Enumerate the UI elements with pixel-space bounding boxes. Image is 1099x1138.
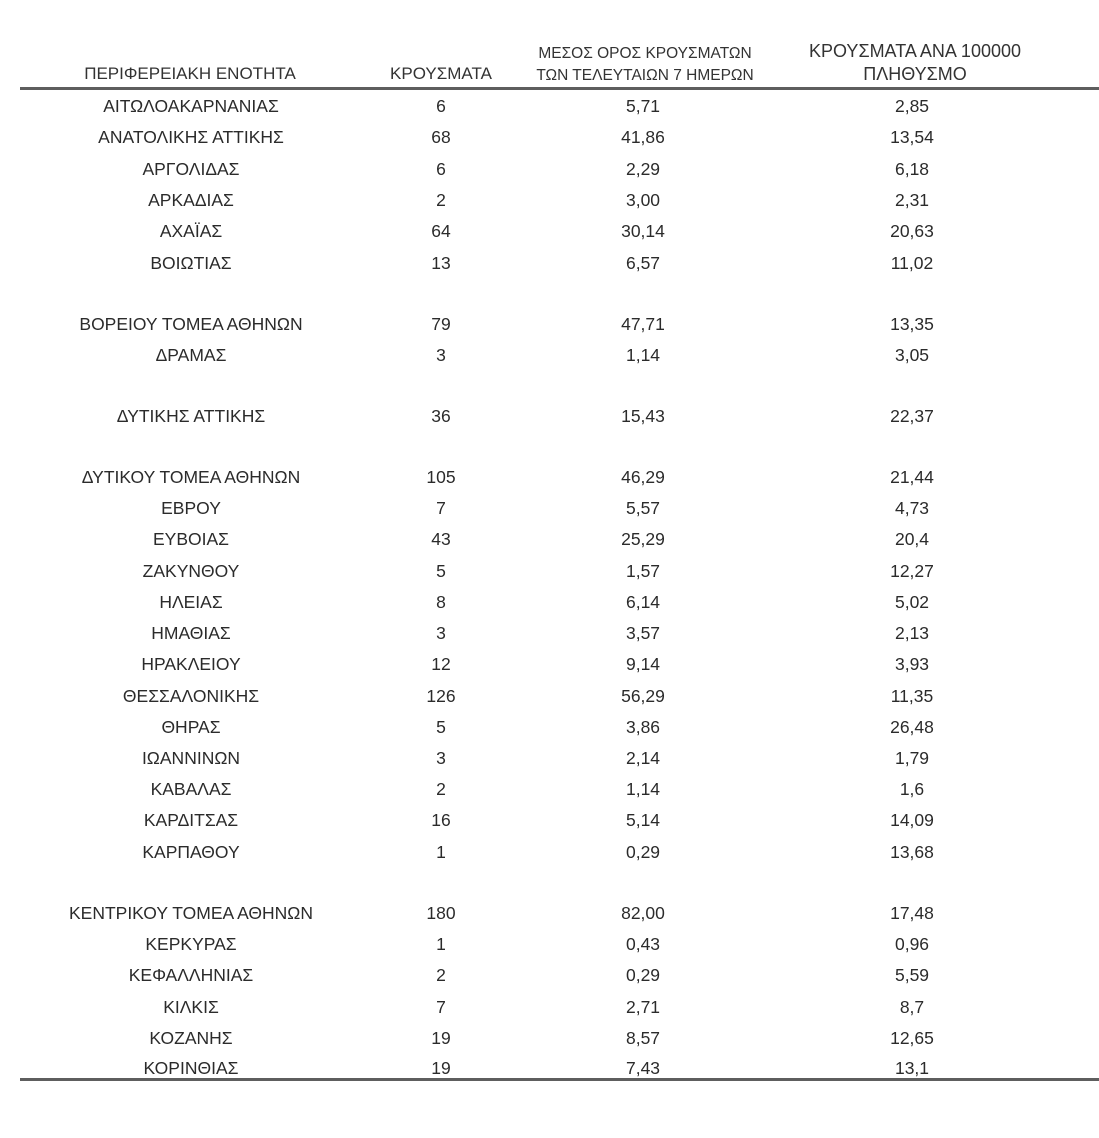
- cell-cases: 3: [436, 345, 446, 365]
- column-header-per100k-line2: ΠΛΗΘΥΣΜΟ: [863, 64, 967, 84]
- cell-cases: 180: [426, 903, 456, 923]
- cell-avg7: 41,86: [621, 127, 665, 147]
- table-row: [0, 963, 1099, 987]
- table-row: [0, 559, 1099, 583]
- cell-region: ΗΡΑΚΛΕΙΟΥ: [141, 654, 241, 674]
- cell-region: ΕΒΡΟΥ: [161, 498, 221, 518]
- cell-region: ΔΡΑΜΑΣ: [155, 345, 227, 365]
- cell-avg7: 1,14: [625, 779, 661, 799]
- table-row: [0, 590, 1099, 614]
- cell-region: ΚΟΡΙΝΘΙΑΣ: [143, 1058, 239, 1078]
- cell-cases: 79: [431, 314, 451, 334]
- cell-cases: 6: [436, 159, 446, 179]
- cell-cases: 6: [436, 96, 446, 116]
- cell-cases: 126: [426, 686, 456, 706]
- table-row: [0, 715, 1099, 739]
- column-header-region: ΠΕΡΙΦΕΡΕΙΑΚΗ ΕΝΟΤΗΤΑ: [84, 64, 296, 83]
- table-row: [0, 1056, 1099, 1080]
- cell-per100k: 4,73: [894, 498, 930, 518]
- cell-avg7: 2,29: [625, 159, 661, 179]
- table-row: [0, 684, 1099, 708]
- cell-per100k: 13,1: [894, 1058, 930, 1078]
- cell-per100k: 1,6: [899, 779, 925, 799]
- cell-avg7: 6,14: [625, 592, 661, 612]
- cell-per100k: 2,31: [894, 190, 930, 210]
- cell-cases: 8: [436, 592, 446, 612]
- cell-region: ΕΥΒΟΙΑΣ: [153, 529, 229, 549]
- cell-cases: 7: [436, 498, 446, 518]
- cell-avg7: 3,57: [625, 623, 661, 643]
- cell-avg7: 5,71: [625, 96, 661, 116]
- cell-region: ΑΙΤΩΛΟΑΚΑΡΝΑΝΙΑΣ: [103, 96, 279, 116]
- cell-cases: 3: [436, 748, 446, 768]
- cell-cases: 43: [431, 529, 451, 549]
- table-row: [0, 1026, 1099, 1050]
- cell-region: ΑΡΓΟΛΙΔΑΣ: [142, 159, 240, 179]
- cell-cases: 16: [431, 810, 451, 830]
- cell-avg7: 46,29: [621, 467, 665, 487]
- cell-avg7: 0,43: [625, 934, 661, 954]
- cell-region: ΑΧΑΪΑΣ: [159, 221, 223, 241]
- cell-per100k: 12,65: [890, 1028, 934, 1048]
- cell-per100k: 22,37: [890, 406, 934, 426]
- cell-avg7: 25,29: [621, 529, 665, 549]
- cell-region: ΑΡΚΑΔΙΑΣ: [148, 190, 234, 210]
- cell-per100k: 12,27: [890, 561, 934, 581]
- cell-region: ΚΑΡΠΑΘΟΥ: [142, 842, 240, 862]
- table-row: [0, 465, 1099, 489]
- table-row: [0, 746, 1099, 770]
- cell-cases: 13: [431, 253, 451, 273]
- cell-per100k: 21,44: [890, 467, 934, 487]
- table-bottom-divider: [20, 1078, 1099, 1081]
- cell-avg7: 5,57: [625, 498, 661, 518]
- cell-per100k: 20,63: [890, 221, 934, 241]
- cell-per100k: 17,48: [890, 903, 934, 923]
- cell-region: ΗΜΑΘΙΑΣ: [151, 623, 231, 643]
- cell-region: ΚΕΦΑΛΛΗΝΙΑΣ: [128, 965, 254, 985]
- table-row: [0, 219, 1099, 243]
- cell-avg7: 47,71: [621, 314, 665, 334]
- cell-per100k: 14,09: [890, 810, 934, 830]
- table-row: [0, 404, 1099, 428]
- cell-avg7: 3,86: [625, 717, 661, 737]
- cell-avg7: 1,14: [625, 345, 661, 365]
- cell-cases: 2: [436, 190, 446, 210]
- cell-region: ΑΝΑΤΟΛΙΚΗΣ ΑΤΤΙΚΗΣ: [98, 127, 284, 147]
- cell-cases: 68: [431, 127, 451, 147]
- cell-per100k: 13,54: [890, 127, 934, 147]
- cell-cases: 5: [436, 561, 446, 581]
- cell-avg7: 6,57: [625, 253, 661, 273]
- header-divider: [20, 87, 1099, 90]
- cell-region: ΚΑΒΑΛΑΣ: [150, 779, 232, 799]
- cell-per100k: 3,05: [894, 345, 930, 365]
- cell-region: ΗΛΕΙΑΣ: [159, 592, 223, 612]
- cell-avg7: 2,14: [625, 748, 661, 768]
- cell-avg7: 82,00: [621, 903, 665, 923]
- cell-per100k: 5,02: [894, 592, 930, 612]
- cell-avg7: 5,14: [625, 810, 661, 830]
- column-header-avg7-line2: ΤΩΝ ΤΕΛΕΥΤΑΙΩΝ 7 ΗΜΕΡΩΝ: [536, 67, 754, 84]
- cell-per100k: 11,02: [890, 253, 934, 273]
- cell-avg7: 2,71: [625, 997, 661, 1017]
- cell-avg7: 0,29: [625, 842, 661, 862]
- cell-cases: 3: [436, 623, 446, 643]
- table-row: [0, 777, 1099, 801]
- cell-avg7: 3,00: [625, 190, 661, 210]
- cell-per100k: 3,93: [894, 654, 930, 674]
- cell-avg7: 30,14: [621, 221, 665, 241]
- cell-region: ΖΑΚΥΝΘΟΥ: [142, 561, 240, 581]
- cell-per100k: 26,48: [890, 717, 934, 737]
- table-row: [0, 808, 1099, 832]
- table-row: [0, 125, 1099, 149]
- cell-avg7: 15,43: [621, 406, 665, 426]
- table-row: [0, 251, 1099, 275]
- cell-region: ΔΥΤΙΚΗΣ ΑΤΤΙΚΗΣ: [116, 406, 266, 426]
- table-row: [0, 188, 1099, 212]
- cell-per100k: 2,13: [894, 623, 930, 643]
- cell-region: ΚΟΖΑΝΗΣ: [149, 1028, 233, 1048]
- cell-region: ΚΕΝΤΡΙΚΟΥ ΤΟΜΕΑ ΑΘΗΝΩΝ: [68, 903, 314, 923]
- table-row: [0, 312, 1099, 336]
- table-row: [0, 527, 1099, 551]
- cell-cases: 36: [431, 406, 451, 426]
- cell-per100k: 8,7: [899, 997, 925, 1017]
- column-header-per100k: [780, 40, 1050, 86]
- cell-avg7: 56,29: [621, 686, 665, 706]
- cell-region: ΚΙΛΚΙΣ: [163, 997, 219, 1017]
- table-row: [0, 157, 1099, 181]
- cell-region: ΒΟΡΕΙΟΥ ΤΟΜΕΑ ΑΘΗΝΩΝ: [79, 314, 303, 334]
- cell-avg7: 7,43: [625, 1058, 661, 1078]
- table-row: [0, 621, 1099, 645]
- table-row: [0, 343, 1099, 367]
- cell-cases: 19: [431, 1028, 451, 1048]
- table-row: [0, 932, 1099, 956]
- cell-region: ΒΟΙΩΤΙΑΣ: [150, 253, 232, 273]
- cell-per100k: 11,35: [890, 686, 934, 706]
- cell-cases: 19: [431, 1058, 451, 1078]
- cell-cases: 2: [436, 965, 446, 985]
- cell-region: ΚΑΡΔΙΤΣΑΣ: [143, 810, 239, 830]
- cell-per100k: 20,4: [894, 529, 930, 549]
- cell-avg7: 8,57: [625, 1028, 661, 1048]
- cell-avg7: 0,29: [625, 965, 661, 985]
- cell-avg7: 9,14: [625, 654, 661, 674]
- column-header-per100k-line1: ΚΡΟΥΣΜΑΤΑ ΑΝΑ 100000: [809, 41, 1021, 61]
- table-row: [0, 995, 1099, 1019]
- cell-per100k: 0,96: [894, 934, 930, 954]
- table-row: [0, 652, 1099, 676]
- cell-cases: 64: [431, 221, 451, 241]
- cell-avg7: 1,57: [625, 561, 661, 581]
- cell-cases: 5: [436, 717, 446, 737]
- cell-region: ΙΩΑΝΝΙΝΩΝ: [141, 748, 241, 768]
- cell-per100k: 13,68: [890, 842, 934, 862]
- cell-per100k: 2,85: [894, 96, 930, 116]
- cell-cases: 7: [436, 997, 446, 1017]
- cell-per100k: 1,79: [894, 748, 930, 768]
- column-header-cases: ΚΡΟΥΣΜΑΤΑ: [390, 64, 492, 83]
- cell-region: ΚΕΡΚΥΡΑΣ: [145, 934, 237, 954]
- column-header-avg7: [520, 43, 770, 87]
- cell-region: ΔΥΤΙΚΟΥ ΤΟΜΕΑ ΑΘΗΝΩΝ: [81, 467, 301, 487]
- cell-region: ΘΕΣΣΑΛΟΝΙΚΗΣ: [122, 686, 260, 706]
- cell-per100k: 13,35: [890, 314, 934, 334]
- cell-cases: 105: [426, 467, 456, 487]
- table-row: [0, 496, 1099, 520]
- cell-region: ΘΗΡΑΣ: [161, 717, 221, 737]
- cell-per100k: 5,59: [894, 965, 930, 985]
- column-header-avg7-line1: ΜΕΣΟΣ ΟΡΟΣ ΚΡΟΥΣΜΑΤΩΝ: [538, 45, 752, 62]
- table-row: [0, 840, 1099, 864]
- cell-cases: 1: [436, 842, 446, 862]
- cell-cases: 12: [431, 654, 451, 674]
- cell-per100k: 6,18: [894, 159, 930, 179]
- cell-cases: 1: [436, 934, 446, 954]
- cell-cases: 2: [436, 779, 446, 799]
- table-row: [0, 901, 1099, 925]
- table-row: [0, 94, 1099, 118]
